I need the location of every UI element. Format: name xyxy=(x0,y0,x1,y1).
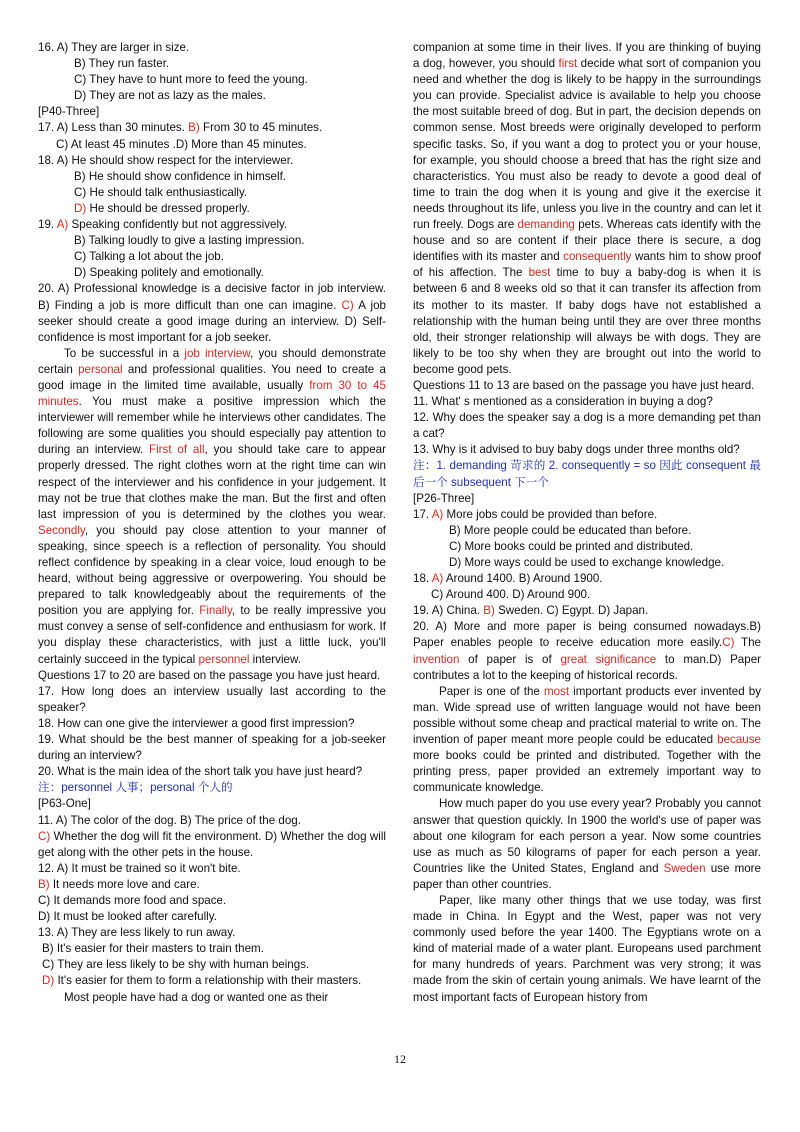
text-segment: 19. A) China. xyxy=(413,604,484,618)
text-segment: 17. A) Less than 30 minutes. xyxy=(38,121,189,135)
text-segment: D) Speaking politely and emotionally. xyxy=(74,266,264,280)
highlighted-text: personal xyxy=(78,362,123,376)
left-paragraph xyxy=(38,233,386,249)
left-paragraph xyxy=(38,780,386,796)
text-segment: 17. xyxy=(413,507,432,521)
highlighted-text: B) xyxy=(483,604,495,618)
text-segment: D) More ways could be used to exchange knowledge. xyxy=(449,556,725,569)
text-segment: B) He should show confidence in himself. xyxy=(74,169,287,183)
text-segment: How much paper do you use every year? Probably you cannot answer that question quickly. In 1900 the world's use of paper was about one kilogram for each person a year. Now some countries use as much as 50 kilograms of paper for each person a year. Countries like the United States, England and xyxy=(413,797,761,875)
text-segment: 20. What is the main idea of the short talk you have just heard? xyxy=(38,765,363,779)
text-segment: 12. A) It must be trained so it won't bite. xyxy=(38,861,241,875)
text-segment: 20. A) More and more paper is being consumed nowadays.B) Paper enables people to receive education more easily. xyxy=(413,620,761,650)
left-paragraph xyxy=(38,973,386,989)
text-segment: It's easier for them to form a relationship with their masters. xyxy=(54,974,362,988)
text-segment: 20. A) Professional knowledge is a decisive factor in job interview. B) Finding a job is more difficult than one can imagine. xyxy=(38,282,386,312)
left-paragraph xyxy=(38,684,386,716)
text-segment: He should be dressed properly. xyxy=(86,201,250,215)
text-segment: [P63-One] xyxy=(38,797,91,811)
text-segment: A job seeker should create a good image during an interview. D) Self-confidence is most important for a job seeker. xyxy=(38,298,386,344)
text-segment: time to buy a baby-dog is when it is between 6 and 8 weeks old so that it can transfer its affection from its mother to its master. If baby dogs have not established a relationship with the human being until they are over three months old, their stronger relationship will always be with dogs. They are likely to be too shy when they are brought out into the world to become good pets. xyxy=(413,266,761,376)
text-segment: 18. xyxy=(413,572,432,586)
left-paragraph xyxy=(38,56,386,72)
text-segment: C) They have to hunt more to feed the young. xyxy=(74,73,308,87)
left-paragraph xyxy=(38,201,386,217)
text-segment: 17. How long does an interview usually last according to the speaker? xyxy=(38,684,386,714)
text-segment: , to be really impressive you must convey a sense of self-confidence and enthusiasm for work. If you display these characteristics, with just a little luck, you'll certainly succeed in the typical xyxy=(38,604,386,666)
left-paragraph xyxy=(38,764,386,780)
highlighted-text: C) xyxy=(722,636,735,650)
text-segment: decide what sort of companion you need and whether the dog is likely to be happy in the surroundings you can provide. Specialist advice is available to help you choose the most suitable breed of dog. But in part, the decision depends on common sense. Most breeds were originally developed to perform specific tasks. So, if you want a dog to protect you or your house, for example, you should choose a breed that has the right size and characteristics. You must also be ready to devote a good deal of time to train the dog when it is young and give it the exercise it needs throughout its life, unless you live in the country and can let it run freely. Dogs are xyxy=(413,57,761,232)
text-segment: 19. What should be the best manner of speaking for a job-seeker during an interview? xyxy=(38,733,386,763)
text-segment: 19. xyxy=(38,218,57,232)
left-paragraph xyxy=(38,957,386,973)
text-segment: Sweden. C) Egypt. D) Japan. xyxy=(494,604,649,618)
highlighted-text: because xyxy=(717,733,761,747)
left-paragraph xyxy=(38,281,386,345)
text-segment: C) He should talk enthusiastically. xyxy=(74,185,248,199)
highlighted-text: D) xyxy=(74,201,87,215)
text-segment: interview. xyxy=(249,652,301,666)
highlighted-text: great significance xyxy=(560,652,657,666)
text-segment: 18. How can one give the interviewer a good first impression? xyxy=(38,716,355,730)
text-segment: 11. What' s mentioned as a consideration in buying a dog? xyxy=(413,395,713,409)
text-segment: Paper is one of the xyxy=(439,684,544,698)
text-segment: C) They are less likely to be shy with human beings. xyxy=(42,958,310,972)
text-segment: Paper, like many other things that we use today, was first made in China. In Egypt and the West, paper was not very commonly used before the year 1400. The Egyptians wrote on a kind of material made of a water plant. Europeans used parchment for many hundreds of years. Parchment was very strong; it was made from the skin of certain young animals. We have learnt of the most important facts of European history from xyxy=(413,893,761,1004)
text-segment: and professional qualities. You need to create a good image in the limited time available, usually xyxy=(38,362,386,392)
text-segment: It needs more love and care. xyxy=(49,877,200,891)
right-paragraph xyxy=(413,587,761,603)
text-segment: D) They are not as lazy as the males. xyxy=(74,89,266,103)
text-segment: 16. A) They are larger in size. xyxy=(38,41,190,54)
text-segment: [P40-Three] xyxy=(38,105,100,119)
left-paragraph xyxy=(38,217,386,233)
left-paragraph xyxy=(38,668,386,684)
highlighted-text: first xyxy=(558,57,578,71)
left-paragraph xyxy=(38,120,386,136)
text-segment: 13. Why is it advised to buy baby dogs under three months old? xyxy=(413,443,740,457)
highlighted-text: B) xyxy=(38,877,50,891)
text-segment: , you should take care to appear properly dressed. The right clothes worn at the right time can win respect of the interviewer and his confidence in your judgement. It may not be true that clothes make the man. But the first and often last impression of you is determined by the clothes you wear. xyxy=(38,443,386,521)
text-segment: C) Around 400. D) Around 900. xyxy=(431,588,591,602)
left-paragraph xyxy=(38,732,386,764)
text-segment: , you should demonstrate certain xyxy=(38,346,386,376)
text-segment: 12. Why does the speaker say a dog is a more demanding pet than a cat? xyxy=(413,411,761,441)
left-paragraph xyxy=(38,716,386,732)
text-segment: 13. A) They are less likely to run away. xyxy=(38,926,236,940)
highlighted-text: First of all xyxy=(149,443,205,457)
right-paragraph xyxy=(413,555,761,571)
text-segment: pets. Whereas cats identify with the house and so are content if their place there is secure, a dog identifies with its master and xyxy=(413,218,761,264)
text-segment: C) More books could be printed and distributed. xyxy=(449,539,694,553)
text-segment: B) Talking loudly to give a lasting impression. xyxy=(74,234,305,248)
text-segment: C) Talking a lot about the job. xyxy=(74,250,224,264)
highlighted-text: invention xyxy=(413,652,460,666)
left-paragraph xyxy=(38,990,386,1006)
left-column xyxy=(38,40,386,1006)
text-segment: The xyxy=(734,636,761,650)
right-column xyxy=(413,40,761,1006)
text-segment: D) It must be looked after carefully. xyxy=(38,910,217,924)
text-segment: C) At least 45 minutes .D) More than 45 minutes. xyxy=(56,137,307,151)
text-segment: More jobs could be provided than before. xyxy=(443,507,658,521)
text-segment: Whether the dog will fit the environment. D) Whether the dog will get along with the other pets in the house. xyxy=(38,829,386,859)
highlighted-text: demanding xyxy=(517,218,575,232)
text-segment: Around 1400. B) Around 1900. xyxy=(443,572,603,586)
highlighted-text: B) xyxy=(188,121,200,135)
text-segment: 18. A) He should show respect for the interviewer. xyxy=(38,153,294,167)
text-segment: [P26-Three] xyxy=(413,491,475,505)
page-number: 12 xyxy=(394,1052,406,1066)
highlighted-text: Sweden xyxy=(663,861,706,875)
text-segment: use more paper than other countries. xyxy=(413,861,761,891)
left-paragraph xyxy=(38,925,386,941)
text-segment: Most people have had a dog or wanted one as their xyxy=(64,990,329,1004)
text-segment: more books could be printed and distributed. Together with the printing press, paper provided an extremely important way to communicate knowledge. xyxy=(413,749,761,795)
left-paragraph xyxy=(38,249,386,265)
right-paragraph xyxy=(413,523,761,539)
left-paragraph xyxy=(38,40,386,56)
right-paragraph xyxy=(413,410,761,442)
text-segment: of paper is of xyxy=(459,652,561,666)
text-segment: , you should pay close attention to your manner of speaking, since speech is a reflection of personality. You should reflect confidence by speaking in a clear voice, loud enough to be heard, without being aggressive or overpowering. You should be prepared to talk knowledgeably about the requirements of the position you are applying for. xyxy=(38,523,386,618)
left-paragraph xyxy=(38,346,386,668)
right-paragraph xyxy=(413,619,761,683)
right-paragraph xyxy=(413,571,761,587)
highlighted-text: A) xyxy=(56,218,69,232)
text-segment: wants him to show proof of his affection. The xyxy=(413,250,761,280)
left-paragraph xyxy=(38,893,386,909)
highlighted-text: C) xyxy=(38,829,51,843)
left-paragraph xyxy=(38,829,386,861)
right-paragraph xyxy=(413,394,761,410)
right-paragraph xyxy=(413,378,761,394)
highlighted-text: D) xyxy=(42,974,55,988)
left-paragraph xyxy=(38,169,386,185)
right-paragraph xyxy=(413,893,761,1006)
right-paragraph xyxy=(413,458,761,490)
text-segment: 11. A) The color of the dog. B) The price of the dog. xyxy=(38,813,301,827)
highlighted-text: from 30 to 45 minutes xyxy=(38,378,386,409)
right-paragraph xyxy=(413,40,761,378)
highlighted-text: Secondly xyxy=(38,523,85,537)
highlighted-text: consequently xyxy=(563,250,632,264)
text-segment: 注：personnel 人事；personal 个人的 xyxy=(38,781,233,795)
text-segment: To be successful in a xyxy=(64,346,185,360)
left-paragraph xyxy=(38,941,386,957)
text-segment: B) It's easier for their masters to train them. xyxy=(42,942,264,956)
right-paragraph xyxy=(413,442,761,458)
left-paragraph xyxy=(38,72,386,88)
text-segment: B) They run faster. xyxy=(74,57,170,71)
left-paragraph xyxy=(38,861,386,877)
highlighted-text: job interview xyxy=(184,346,251,360)
right-paragraph xyxy=(413,796,761,893)
text-segment: From 30 to 45 minutes. xyxy=(199,121,323,135)
text-segment: C) It demands more food and space. xyxy=(38,893,227,907)
highlighted-text: A) xyxy=(431,507,444,521)
left-paragraph xyxy=(38,137,386,153)
highlighted-text: personnel xyxy=(198,652,250,666)
highlighted-text: best xyxy=(528,266,551,280)
text-segment: to man.D) Paper contributes a lot to the keeping of historical records. xyxy=(413,652,762,682)
left-paragraph xyxy=(38,153,386,169)
text-segment: . You must make a positive impression which the interviewer will remember while he interviews other candidates. The following are some qualities you should especially pay attention to during an interview. xyxy=(38,395,386,457)
left-paragraph xyxy=(38,877,386,893)
text-segment: important products ever invented by man. Wide spread use of written language would not have been possible without some cheap and practical material to write on. The invention of paper meant more people could be educated xyxy=(413,684,761,747)
right-paragraph xyxy=(413,603,761,619)
text-segment: 注：1. demanding 苛求的 2. consequently = so 因此 consequent 最后一个 subsequent 下一个 xyxy=(413,459,761,489)
highlighted-text: most xyxy=(543,684,570,698)
left-paragraph xyxy=(38,909,386,925)
text-segment: Speaking confidently but not aggressively. xyxy=(68,218,288,232)
left-paragraph xyxy=(38,88,386,104)
left-paragraph xyxy=(38,796,386,812)
left-paragraph xyxy=(38,813,386,829)
left-paragraph xyxy=(38,265,386,281)
highlighted-text: A) xyxy=(431,572,444,586)
highlighted-text: C) xyxy=(341,298,354,312)
text-segment: companion at some time in their lives. If you are thinking of buying a dog, however, you should xyxy=(413,41,761,71)
right-paragraph xyxy=(413,684,761,797)
text-segment: Questions 17 to 20 are based on the passage you have just heard. xyxy=(38,668,381,682)
right-paragraph xyxy=(413,491,761,507)
right-paragraph xyxy=(413,507,761,523)
left-paragraph xyxy=(38,104,386,120)
left-paragraph xyxy=(38,185,386,201)
right-paragraph xyxy=(413,539,761,555)
text-segment: Questions 11 to 13 are based on the passage you have just heard. xyxy=(413,378,755,392)
text-segment: B) More people could be educated than before. xyxy=(449,523,692,537)
highlighted-text: Finally xyxy=(199,604,232,618)
